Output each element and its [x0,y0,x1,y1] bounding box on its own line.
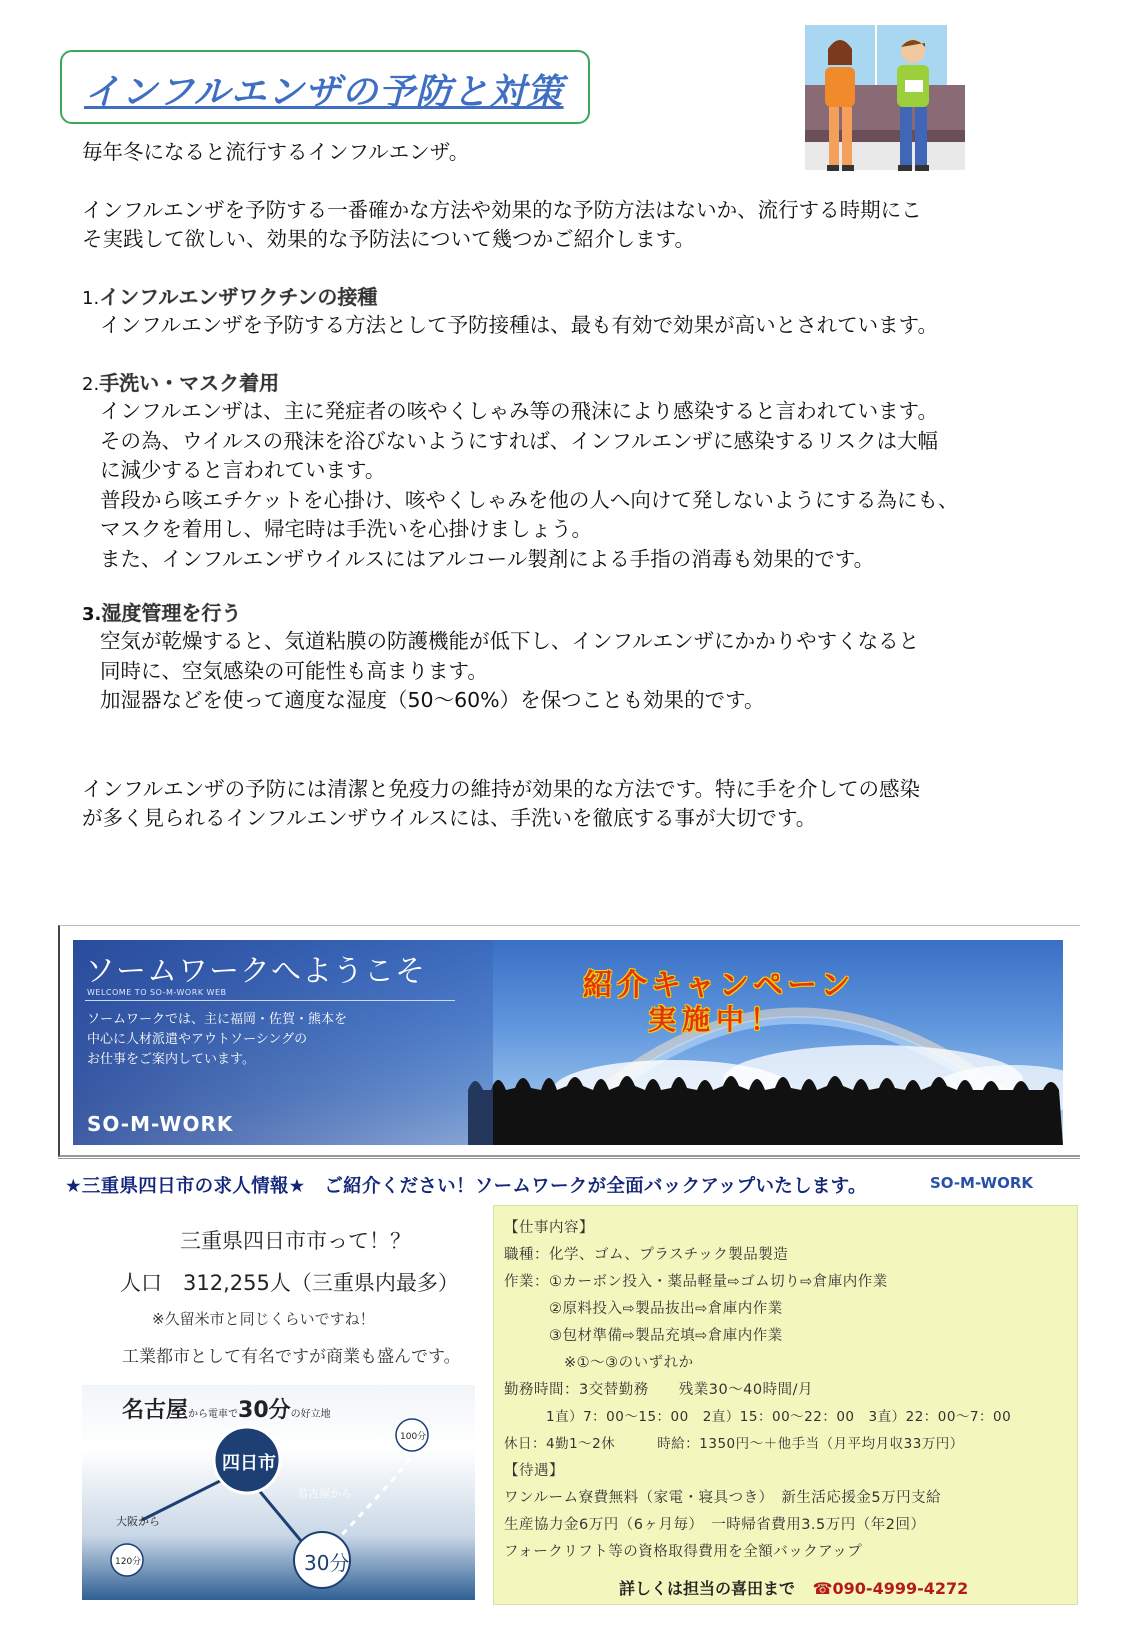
job-detail-line: ②原料投入⇨製品抜出⇨倉庫内作業 [504,1301,783,1317]
job-detail-line: ③包材準備⇨製品充填⇨倉庫内作業 [504,1328,783,1344]
job-detail-line: 作業：①カーボン投入・薬品軽量⇨ゴム切り⇨倉庫内作業 [504,1274,888,1290]
intro-line: そ実践して欲しい、効果的な予防法について幾つかご紹介します。 [82,227,695,251]
city-note: ※久留米市と同じくらいですね！ [152,1310,375,1328]
closing-line: が多く見られるインフルエンザウイルスには、手洗いを徹底する事が大切です。 [82,806,817,830]
intro-line: 毎年冬になると流行するインフルエンザ。 [82,140,470,164]
somwork-logo: SO-M-WORK [930,1174,1034,1192]
section-body [100,627,919,716]
contact-text: 詳しくは担当の喜田まで [619,1579,796,1598]
campaign-title: 紹介キャンペーン [583,968,855,1003]
city-title: 三重県四日市市って！？ [180,1229,411,1253]
map-heading: 名古屋から電車で30分の好立地 [122,1398,331,1423]
job-detail-line: ※①～③のいずれか [504,1355,694,1371]
city-industry: 工業都市として有名ですが商業も盛んです。 [122,1347,461,1367]
section-line: また、インフルエンザウイルスにはアルコール製剤による手指の消毒も効果的です。 [100,546,875,571]
job-detail-line: 【仕事内容】 [504,1220,594,1236]
map-time-120: 120分 [115,1557,142,1567]
map-time-100: 100分 [400,1432,427,1442]
access-map [82,1385,475,1600]
banner-description: ソームワークでは、主に福岡・佐賀・熊本を 中心に人材派遣やアウトソーシングの お仕事をご案内しています。 [87,1012,348,1067]
job-detail-line: ワンルーム寮費無料（家電・寝具つき） 新生活応援金5万円支給 [504,1490,942,1506]
section-line: 普段から咳エチケットを心掛け、咳やくしゃみを他の人へ向けて発しないようにする為にも、 [100,487,959,512]
map-time-30: 30分 [304,1551,350,1575]
city-population: 人口 312,255人（三重県内最多） [120,1271,459,1295]
section-body [100,311,938,341]
job-header: ★三重県四日市の求人情報★ ご紹介ください！ソームワークが全面バックアップいたします。 [65,1176,867,1197]
banner-divider [85,1000,455,1001]
job-detail-line: 職種：化学、ゴム、プラスチック製品製造 [504,1247,789,1263]
banner-title: ソームワークへようこそ [85,954,426,989]
somwork-logo: SO-M-WORK [87,1112,234,1136]
contact-info [619,1576,968,1599]
campaign-status: 実施中！ [648,1003,785,1036]
section-line: 空気が乾燥すると、気道粘膜の防護機能が低下し、インフルエンザにかかりやすくなると [100,629,920,653]
section-line: その為、ウイルスの飛沫を浴びないようにすれば、インフルエンザに感染するリスクは大幅 [100,428,939,453]
map-from-nagoya: 名古屋から [297,1487,352,1500]
section-body [100,397,958,574]
section-heading: 1.インフルエンザワクチンの接種 [82,285,378,309]
section-line: 加湿器などを使って適度な湿度（50～60%）を保つことも効果的です。 [100,688,765,712]
section-line: マスクを着用し、帰宅時は手洗いを心掛けましょう。 [100,517,592,541]
map-city-label: 四日市 [222,1453,276,1474]
banner-intro-panel [73,940,493,1145]
city-info [80,1215,475,1385]
section-line: 同時に、空気感染の可能性も高まります。 [100,658,488,683]
divider [58,1158,1080,1159]
phone-number: 090-4999-4272 [832,1579,969,1598]
job-detail-line: 【待遇】 [504,1463,564,1479]
recruit-banner[interactable] [73,940,1063,1145]
job-detail-line: 1直）7：00～15：00 2直）15：00～22：00 3直）22：00～7：00 [504,1409,1012,1425]
section-heading: 2.手洗い・マスク着用 [82,371,280,395]
job-detail-line: 生産協力金6万円（6ヶ月毎） 一時帰省費用3.5万円（年2回） [504,1517,926,1533]
map-from-osaka: 大阪から [116,1515,160,1528]
job-detail-line: フォークリフト等の資格取得費用を全額バックアップ [504,1544,863,1560]
section-line: インフルエンザを予防する方法として予防接種は、最も有効で効果が高いとされています。 [100,313,939,337]
page-title: インフルエンザの予防と対策 [84,72,564,113]
job-details [493,1205,1078,1605]
title-box [60,50,590,124]
route-diagram [82,1385,475,1600]
phone-icon: ☎ [812,1579,833,1598]
job-detail-line: 勤務時間：3交替勤務 残業30～40時間/月 [504,1382,814,1398]
banner-subtitle: WELCOME TO SO-M-WORK WEB [87,988,227,997]
intro-line: インフルエンザを予防する一番確かな方法や効果的な予防方法はないか、流行する時期にこ [82,198,922,222]
closing-line: インフルエンザの予防には清潔と免疫力の維持が効果的な方法です。特に手を介しての感染 [82,777,921,801]
job-detail-line: 休日：4勤1～2休 時給：1350円～＋他手当（月平均月収33万円） [504,1436,964,1452]
train-passengers-illustration [805,25,975,195]
section-line: インフルエンザは、主に発症者の咳やくしゃみ等の飛沫により感染すると言われています。 [100,399,939,423]
section-heading: 3.湿度管理を行う [82,601,242,625]
section-line: に減少すると言われています。 [100,458,386,482]
